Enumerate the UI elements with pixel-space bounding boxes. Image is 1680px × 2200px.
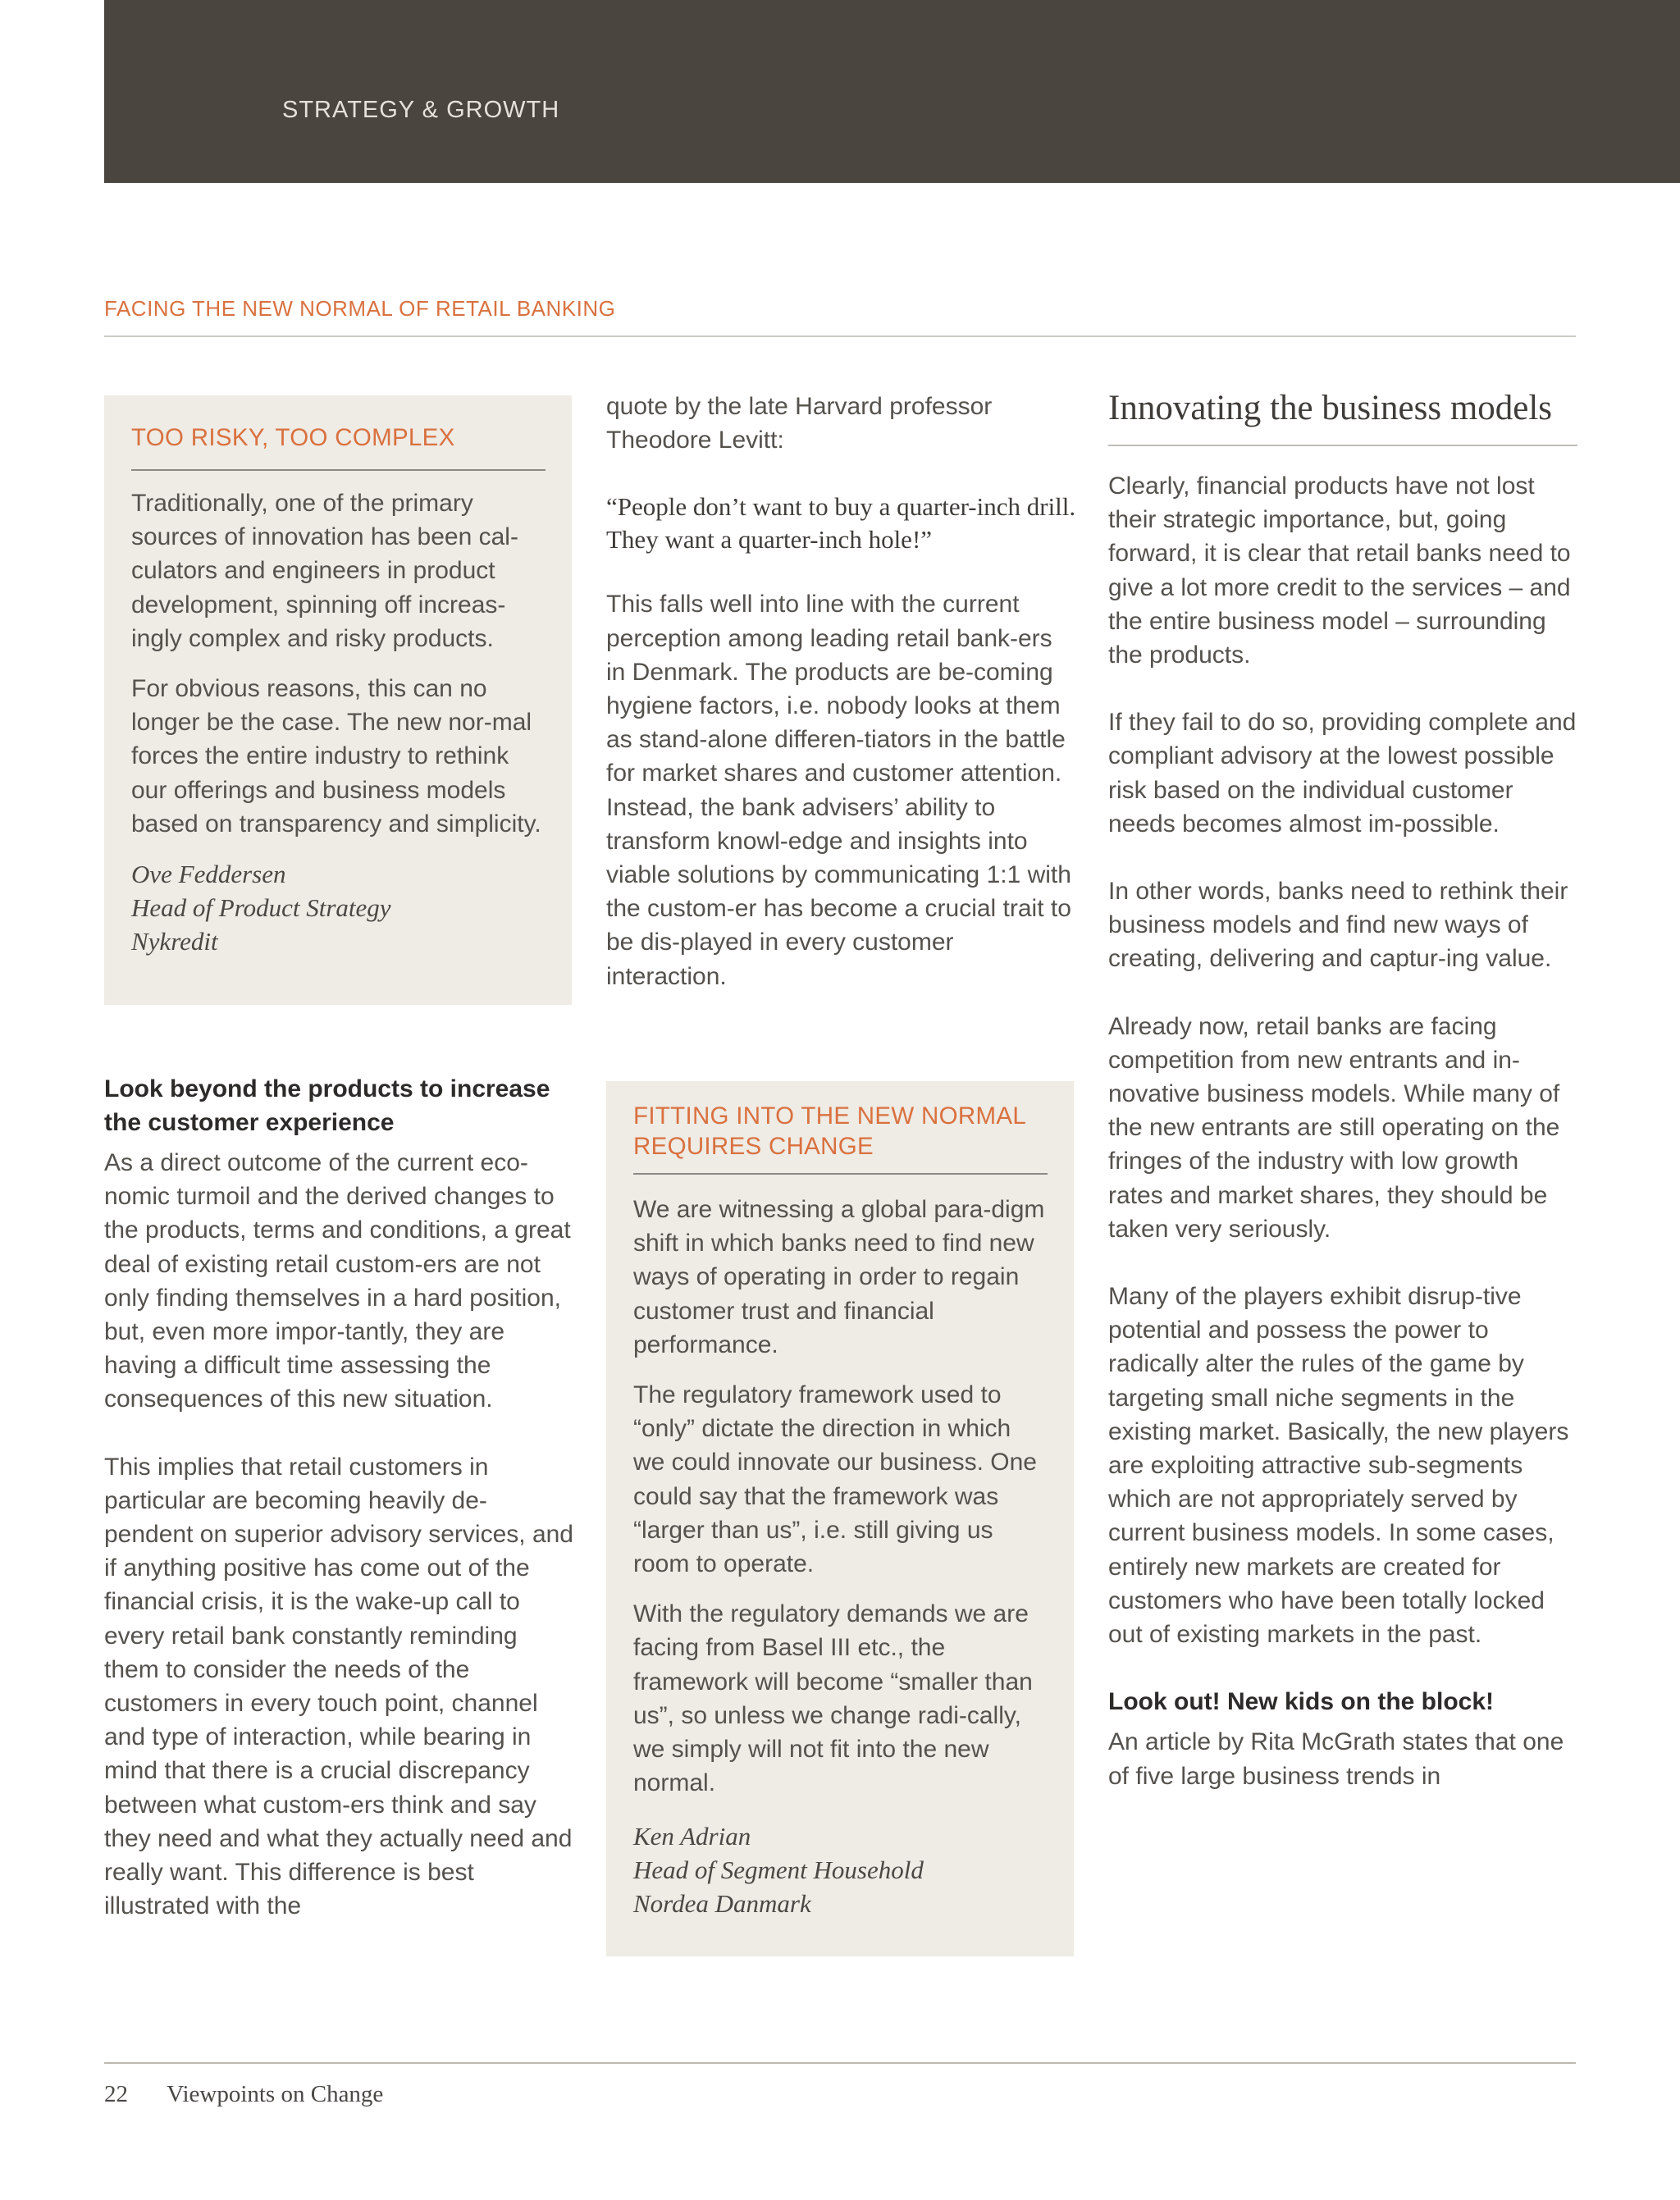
sidebar-quote-box-segment-household (606, 1081, 1074, 1956)
section-label: STRATEGY & GROWTH (282, 97, 560, 123)
signature-org: Nordea Danmark (633, 1889, 811, 1919)
signature-role: Head of Segment Household (633, 1855, 924, 1885)
article-kicker: FACING THE NEW NORMAL OF RETAIL BANKING (104, 296, 616, 321)
signature-org: Nykredit (131, 927, 218, 956)
body-paragraph: Clearly, financial products have not lost their strategic importance, but, going forward, it is clear that retail banks need to give a lot more credit to the services – and the entire business model – surrounding the products. (1108, 472, 1571, 669)
box-paragraph: Traditionally, one of the primary sources of innovation has been cal-culators and engineers in product development, spinning off increas-ingly complex and risky products. (131, 490, 518, 652)
header-band (104, 0, 1680, 183)
pull-quote: “People don’t want to buy a quarter-inch drill. They want a quarter-inch hole!” (606, 492, 1076, 555)
signature-role: Head of Product Strategy (131, 893, 391, 923)
section-subhead: Look beyond the products to increase the customer experience (104, 1075, 550, 1136)
page-number: 22 (104, 2081, 128, 2107)
box-divider (633, 1173, 1048, 1175)
signature-name: Ken Adrian (633, 1822, 751, 1851)
column-1-body (104, 1072, 576, 1923)
box-paragraph: With the regulatory demands we are facing from Basel III etc., the framework will become “smaller than us”, so unless we change radi-cally, we simply will not fit into the new normal. (633, 1600, 1033, 1797)
title-divider (1108, 445, 1577, 446)
box-paragraph: For obvious reasons, this can no longer be the case. The new nor-mal forces the entire industry to rethink our offerings and business models based on transparency and simplicity. (131, 675, 541, 838)
box-paragraph: The regulatory framework used to “only” dictate the direction in which we could innovate our business. One could say that the framework was “larger than us”, i.e. still giving us room to operate. (633, 1381, 1037, 1578)
box-paragraph: We are witnessing a global para-digm shift in which banks need to find new ways of operating in order to regain customer trust and financial performance. (633, 1196, 1045, 1358)
sidebar-quote-box-product-strategy (104, 395, 572, 1005)
section-subhead: Look out! New kids on the block! (1108, 1688, 1495, 1716)
body-paragraph: Already now, retail banks are facing competition from new entrants and in-novative business models. While many of the new entrants are still operating on the fringes of the industry with low growth rates and market shares, they should be taken very seriously. (1108, 1012, 1560, 1243)
box-signature (131, 857, 546, 958)
body-paragraph: If they fail to do so, providing complete and compliant advisory at the lowest possible risk based on the individual customer needs becomes almost im-possible. (1108, 709, 1577, 838)
body-paragraph: Many of the players exhibit disrup-tive potential and possess the power to radically alter the rules of the game by targeting small niche segments in the existing market. Basically, the new players are exploiting attractive sub-segments which are not appropriately served by current business models. In some cases, entirely new markets are created for customers who have been totally locked out of existing markets in the past. (1108, 1283, 1569, 1649)
footer-divider (104, 2062, 1576, 2064)
body-paragraph: As a direct outcome of the current eco-nomic turmoil and the derived changes to the products, terms and conditions, a great deal of existing retail custom-ers are not only finding themselves in a hard position, but, even more impor-tantly, they are having a difficult time assessing the consequences of this new situation. (104, 1149, 571, 1413)
column-2-body (606, 390, 1078, 993)
box-title: TOO RISKY, TOO COMPLEX (131, 424, 455, 451)
body-paragraph: quote by the late Harvard professor Theodore Levitt: (606, 393, 993, 454)
body-paragraph: This implies that retail customers in particular are becoming heavily de-pendent on superior advisory services, and if anything positive has come out of the financial crisis, it is the wake-up call to every retail bank constantly reminding them to consider the needs of the customers in every touch point, channel and type of interaction, while bearing in mind that there is a crucial discrepancy between what custom-ers think and say they need and what they actually need and really want. This difference is best illustrated with the (104, 1453, 573, 1920)
page-footer (104, 2081, 383, 2108)
box-divider (131, 469, 546, 471)
box-title: FITTING INTO THE NEW NORMAL REQUIRES CHANGE (633, 1102, 1025, 1160)
signature-name: Ove Feddersen (131, 860, 286, 889)
article-title: Innovating the business models (1108, 389, 1553, 427)
box-signature (633, 1819, 1048, 1920)
body-paragraph: This falls well into line with the current perception among leading retail bank-ers in Denmark. The products are be-coming hygiene factors, i.e. nobody looks at them as stand-alone differen-tiators in the battle for market shares and customer attention. Instead, the bank advisers’ ability to transform knowl-edge and insights into viable solutions by communicating 1:1 with the custom-er has become a crucial trait to be dis-played in every customer interaction. (606, 591, 1071, 990)
kicker-divider (104, 335, 1576, 337)
column-3-body (1108, 389, 1577, 1793)
publication-title: Viewpoints on Change (167, 2081, 384, 2107)
body-paragraph: An article by Rita McGrath states that one of five large business trends in (1108, 1728, 1564, 1790)
body-paragraph: In other words, banks need to rethink their business models and find new ways of creating, delivering and captur-ing value. (1108, 878, 1568, 973)
